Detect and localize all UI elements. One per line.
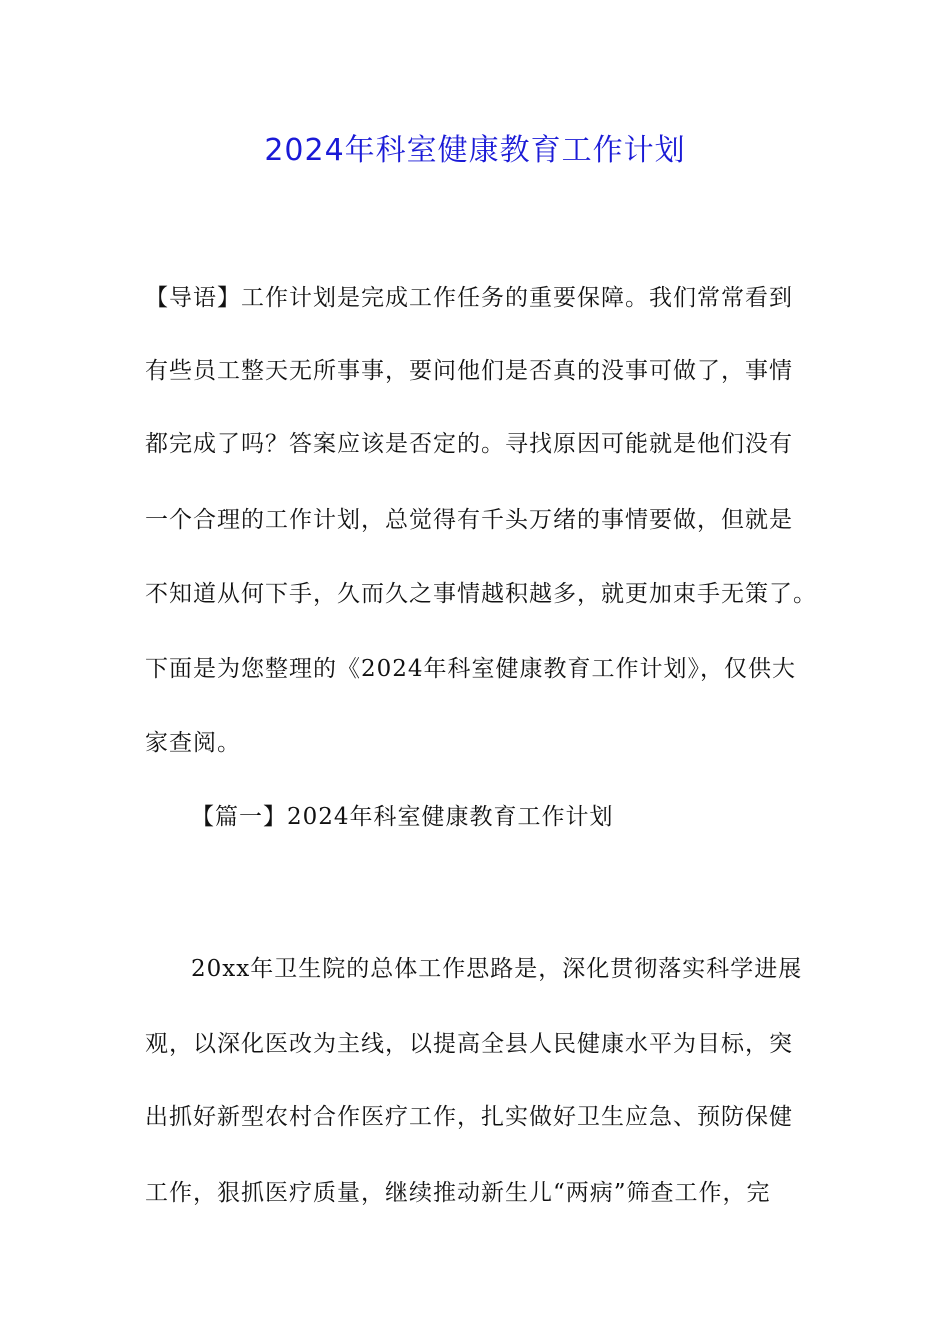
body-line: 工作，狠抓医疗质量，继续推动新生儿“两病”筛查工作，完 [145,1180,771,1206]
intro-line: 都完成了吗？答案应该是否定的。寻找原因可能就是他们没有 [145,431,793,457]
intro-line: 有些员工整天无所事事，要问他们是否真的没事可做了，事情 [145,358,793,384]
intro-line: 不知道从何下手，久而久之事情越积越多，就更加束手无策了。 [145,581,817,607]
section-heading: 【篇一】2024年科室健康教育工作计划 [191,804,614,830]
intro-line: 一个合理的工作计划，总觉得有千头万绪的事情要做，但就是 [145,507,793,533]
body-line: 20xx年卫生院的总体工作思路是，深化贯彻落实科学进展 [191,956,803,982]
intro-line: 下面是为您整理的《2024年科室健康教育工作计划》，仅供大 [145,656,797,682]
intro-line: 家查阅。 [145,730,241,756]
intro-line: 【导语】工作计划是完成工作任务的重要保障。我们常常看到 [145,285,793,311]
document-title: 2024年科室健康教育工作计划 [264,133,686,168]
body-line: 观，以深化医改为主线，以提高全县人民健康水平为目标，突 [145,1031,793,1057]
body-line: 出抓好新型农村合作医疗工作，扎实做好卫生应急、预防保健 [145,1104,793,1130]
